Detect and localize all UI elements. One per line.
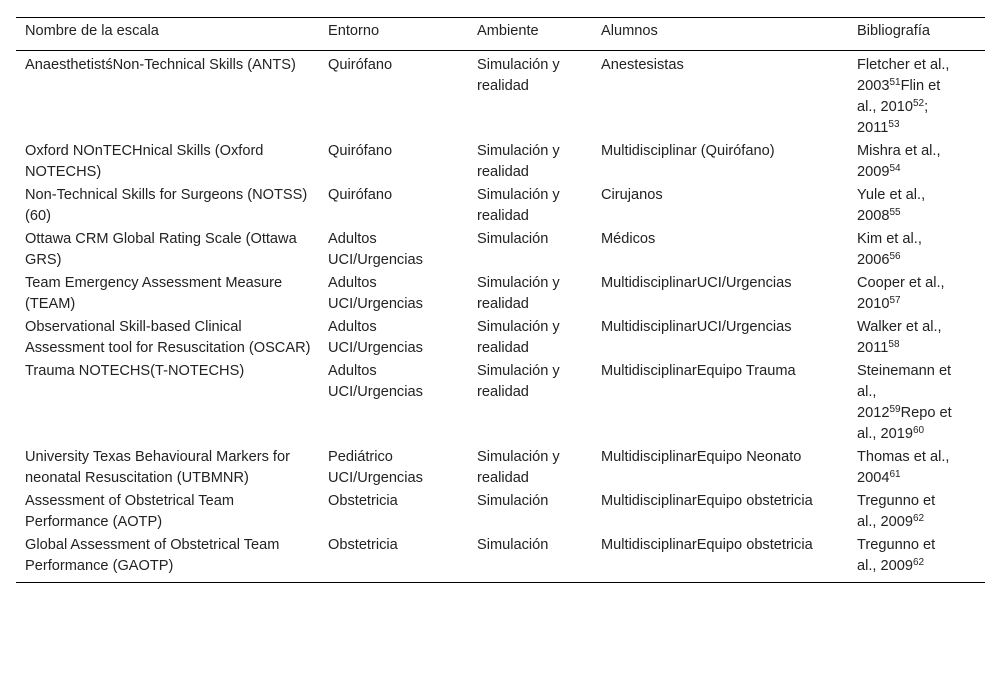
table-row <box>16 140 985 184</box>
reference-number: 62 <box>913 557 925 568</box>
cell-bibliography <box>848 272 985 316</box>
bibliography-text <box>857 273 952 315</box>
cell-scale-name: Assessment of Obstetrical Team Performance (AOTP) <box>25 493 234 530</box>
table-row <box>16 446 985 490</box>
cell-environment: Simulación y realidad <box>477 319 560 356</box>
reference-number: 61 <box>889 469 901 480</box>
cell-students: MultidisciplinarUCI/Urgencias <box>601 275 792 291</box>
cell-environment: Simulación y realidad <box>477 275 560 312</box>
cell-scale-name: University Texas Behavioural Markers for neonatal Resuscitation (UTBMNR) <box>25 449 290 486</box>
citation-text: Steinemann et al., 2012 <box>857 363 952 421</box>
citation-text: ; 2011 <box>857 99 929 136</box>
reference-number: 57 <box>889 295 901 306</box>
reference-number: 54 <box>889 163 901 174</box>
citation-text: Tregunno et al., 2009 <box>857 493 936 530</box>
citation-text: Kim et al., 2006 <box>857 231 922 268</box>
citation-text: Tregunno et al., 2009 <box>857 537 936 574</box>
scales-table <box>16 17 985 583</box>
table-row <box>16 360 985 446</box>
table-row <box>16 184 985 228</box>
cell-bibliography <box>848 360 985 446</box>
cell-scale-name: Trauma NOTECHS(T-NOTECHS) <box>25 363 245 379</box>
cell-setting: Adultos UCI/Urgencias <box>328 275 423 312</box>
citation-text: Thomas et al., 2004 <box>857 449 950 486</box>
table-row <box>16 228 985 272</box>
table-row <box>16 272 985 316</box>
cell-environment: Simulación y realidad <box>477 449 560 486</box>
cell-bibliography <box>848 316 985 360</box>
citation-text: Fletcher et al., 2003 <box>857 57 950 94</box>
cell-environment: Simulación <box>477 493 549 509</box>
bibliography-text <box>857 447 952 489</box>
cell-setting: Adultos UCI/Urgencias <box>328 231 423 268</box>
table-header <box>16 18 985 51</box>
bibliography-text <box>857 317 952 359</box>
cell-setting: Obstetricia <box>328 493 398 509</box>
cell-scale-name: Non-Technical Skills for Surgeons (NOTSS) (60) <box>25 187 308 224</box>
table-row <box>16 51 985 141</box>
cell-environment: Simulación <box>477 231 549 247</box>
cell-students: Cirujanos <box>601 187 663 203</box>
reference-number: 51 <box>889 77 901 88</box>
reference-number: 62 <box>913 513 925 524</box>
citation-text: Walker et al., 2011 <box>857 319 942 356</box>
reference-number: 55 <box>889 207 901 218</box>
cell-setting: Adultos UCI/Urgencias <box>328 363 423 400</box>
bibliography-text <box>857 55 952 139</box>
citation-text: Yule et al., 2008 <box>857 187 926 224</box>
cell-environment: Simulación y realidad <box>477 363 560 400</box>
table-body <box>16 51 985 583</box>
cell-students: MultidisciplinarEquipo obstetricia <box>601 493 813 509</box>
header-setting: Entorno <box>328 23 380 39</box>
cell-scale-name: AnaesthetistśNon-Technical Skills (ANTS) <box>25 57 296 73</box>
bibliography-text <box>857 535 952 577</box>
cell-students: MultidisciplinarEquipo Trauma <box>601 363 796 379</box>
bibliography-text <box>857 229 952 271</box>
cell-scale-name: Observational Skill-based Clinical Assessment tool for Resuscitation (OSCAR) <box>25 319 311 356</box>
header-row <box>16 18 985 51</box>
citation-text: Cooper et al., 2010 <box>857 275 945 312</box>
reference-number: 56 <box>889 251 901 262</box>
table-row <box>16 316 985 360</box>
table-row <box>16 490 985 534</box>
cell-setting: Adultos UCI/Urgencias <box>328 319 423 356</box>
cell-bibliography <box>848 228 985 272</box>
cell-environment: Simulación y realidad <box>477 57 560 94</box>
citation-text: Flin et al., 2010 <box>857 78 941 115</box>
bibliography-text <box>857 141 952 183</box>
cell-setting: Quirófano <box>328 187 393 203</box>
cell-setting: Obstetricia <box>328 537 398 553</box>
cell-students: MultidisciplinarEquipo obstetricia <box>601 537 813 553</box>
cell-setting: Quirófano <box>328 143 393 159</box>
cell-bibliography <box>848 446 985 490</box>
cell-students: Multidisciplinar (Quirófano) <box>601 143 775 159</box>
bibliography-text <box>857 491 952 533</box>
cell-students: Anestesistas <box>601 57 684 73</box>
header-name: Nombre de la escala <box>25 23 159 39</box>
cell-scale-name: Team Emergency Assessment Measure (TEAM) <box>25 275 283 312</box>
header-bibliography: Bibliografía <box>857 23 931 39</box>
cell-environment: Simulación y realidad <box>477 143 560 180</box>
reference-number: 59 <box>889 404 901 415</box>
cell-scale-name: Ottawa CRM Global Rating Scale (Ottawa GRS) <box>25 231 297 268</box>
cell-bibliography <box>848 51 985 141</box>
header-students: Alumnos <box>601 23 658 39</box>
cell-bibliography <box>848 140 985 184</box>
cell-bibliography <box>848 534 985 583</box>
cell-students: MultidisciplinarEquipo Neonato <box>601 449 802 465</box>
cell-students: Médicos <box>601 231 656 247</box>
reference-number: 52 <box>913 98 925 109</box>
cell-environment: Simulación y realidad <box>477 187 560 224</box>
citation-text: Mishra et al., 2009 <box>857 143 941 180</box>
cell-environment: Simulación <box>477 537 549 553</box>
cell-bibliography <box>848 184 985 228</box>
cell-setting: Pediátrico UCI/Urgencias <box>328 449 423 486</box>
reference-number: 53 <box>888 119 900 130</box>
cell-students: MultidisciplinarUCI/Urgencias <box>601 319 792 335</box>
citation-text: Repo et al., 2019 <box>857 405 952 442</box>
table-row <box>16 534 985 583</box>
bibliography-text <box>857 185 952 227</box>
header-environment: Ambiente <box>477 23 539 39</box>
cell-scale-name: Global Assessment of Obstetrical Team Performance (GAOTP) <box>25 537 280 574</box>
bibliography-text <box>857 361 952 445</box>
reference-number: 60 <box>913 425 925 436</box>
cell-setting: Quirófano <box>328 57 393 73</box>
cell-scale-name: Oxford NOnTECHnical Skills (Oxford NOTECHS) <box>25 143 264 180</box>
cell-bibliography <box>848 490 985 534</box>
reference-number: 58 <box>888 339 900 350</box>
